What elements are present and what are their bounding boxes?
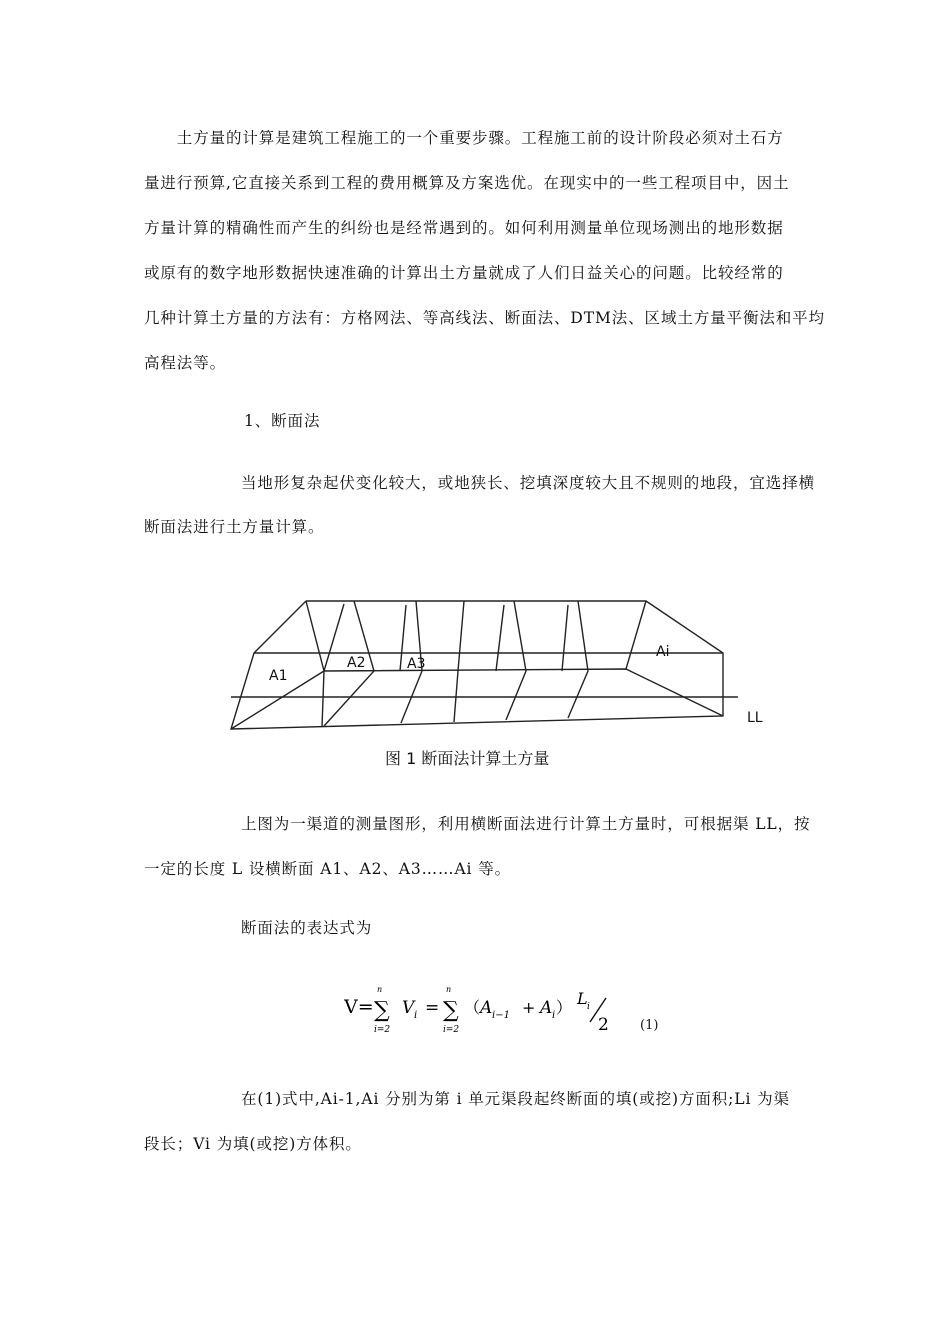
section-6 xyxy=(568,601,588,718)
formula-vi: V xyxy=(402,998,415,1018)
paragraph-line: 几种计算土方量的方法有：方格网法、等高线法、断面法、DTM法、区域土方量平衡法和平均 xyxy=(144,309,825,327)
paragraph-line: 量进行预算,它直接关系到工程的费用概算及方案选优。在现实中的一些工程项目中，因土 xyxy=(144,174,790,192)
paragraph-line: 土方量的计算是建筑工程施工的一个重要步骤。工程施工前的设计阶段必须对土石方 xyxy=(144,129,784,147)
formula-sigma-lower: i=2 xyxy=(374,1025,391,1035)
figure-caption: 图 1 断面法计算土方量 xyxy=(385,749,550,768)
label-a3: A3 xyxy=(407,656,426,672)
figure-edge xyxy=(231,669,723,729)
formula-v: V= xyxy=(344,996,374,1018)
section-a2-back xyxy=(324,604,344,671)
section-5-back xyxy=(496,605,504,671)
label-ll: LL xyxy=(747,710,763,726)
paragraph-line: 高程法等。 xyxy=(144,354,227,372)
section-5 xyxy=(506,601,526,720)
section-a3-back xyxy=(400,605,406,671)
paragraph-line: 断面法进行土方量计算。 xyxy=(144,518,325,536)
section-7 xyxy=(626,601,646,669)
formula-two: 2 xyxy=(598,1015,609,1035)
label-ai: Ai xyxy=(656,644,670,660)
label-a1: A1 xyxy=(269,668,288,684)
paragraph-line: 在(1)式中,Ai-1,Ai 分别为第 i 单元渠段起终断面的填(或挖)方面积;Li 为渠 xyxy=(241,1090,790,1108)
channel-cross-section-figure xyxy=(226,596,786,746)
section-4 xyxy=(454,601,464,722)
formula-l-sub: i xyxy=(587,1002,590,1012)
section-6-back xyxy=(562,605,568,671)
formula-sigma2-upper: n xyxy=(446,985,452,994)
volume-formula xyxy=(344,984,674,1044)
paragraph-line: 方量计算的精确性而产生的纠纷也是经常遇到的。如何利用测量单位现场测出的地形数据 xyxy=(144,219,784,237)
formula-sigma: ∑ xyxy=(374,998,390,1023)
figure-edge xyxy=(231,601,723,729)
formula-vi-sub: i xyxy=(414,1010,418,1021)
paragraph-line: 或原有的数字地形数据快速准确的计算出土方量就成了人们日益关心的问题。比较经常的 xyxy=(144,264,784,282)
formula-a2-sub: i xyxy=(552,1010,556,1021)
section-heading: 1、断面法 xyxy=(244,412,321,430)
formula-equals: = xyxy=(425,998,440,1018)
formula-paren-close: ） xyxy=(556,998,573,1017)
paragraph-line: 当地形复杂起伏变化较大，或地狭长、挖填深度较大且不规则的地段，宜选择横 xyxy=(241,474,816,492)
label-a2: A2 xyxy=(347,655,366,671)
formula-a2: A xyxy=(540,998,553,1018)
formula-a1: A xyxy=(480,998,493,1018)
formula-paren-open: （ xyxy=(464,998,481,1017)
formula-sigma2: ∑ xyxy=(443,998,459,1023)
formula-a1-sub: i−1 xyxy=(492,1010,510,1021)
section-a1 xyxy=(306,601,324,727)
equation-number: (1) xyxy=(640,1018,659,1033)
formula-plus: + xyxy=(522,998,536,1017)
paragraph-line: 断面法的表达式为 xyxy=(241,919,373,937)
formula-sigma2-lower: i=2 xyxy=(443,1025,460,1035)
paragraph-line: 一定的长度 L 设横断面 A1、A2、A3……Ai 等。 xyxy=(144,860,512,878)
formula-sigma-upper: n xyxy=(377,985,383,994)
formula-l: L xyxy=(577,989,588,1008)
paragraph-line: 段长；Vi 为填(或挖)方体积。 xyxy=(144,1135,362,1153)
paragraph-line: 上图为一渠道的测量图形，利用横断面法进行计算土方量时，可根据渠 LL，按 xyxy=(241,815,811,833)
